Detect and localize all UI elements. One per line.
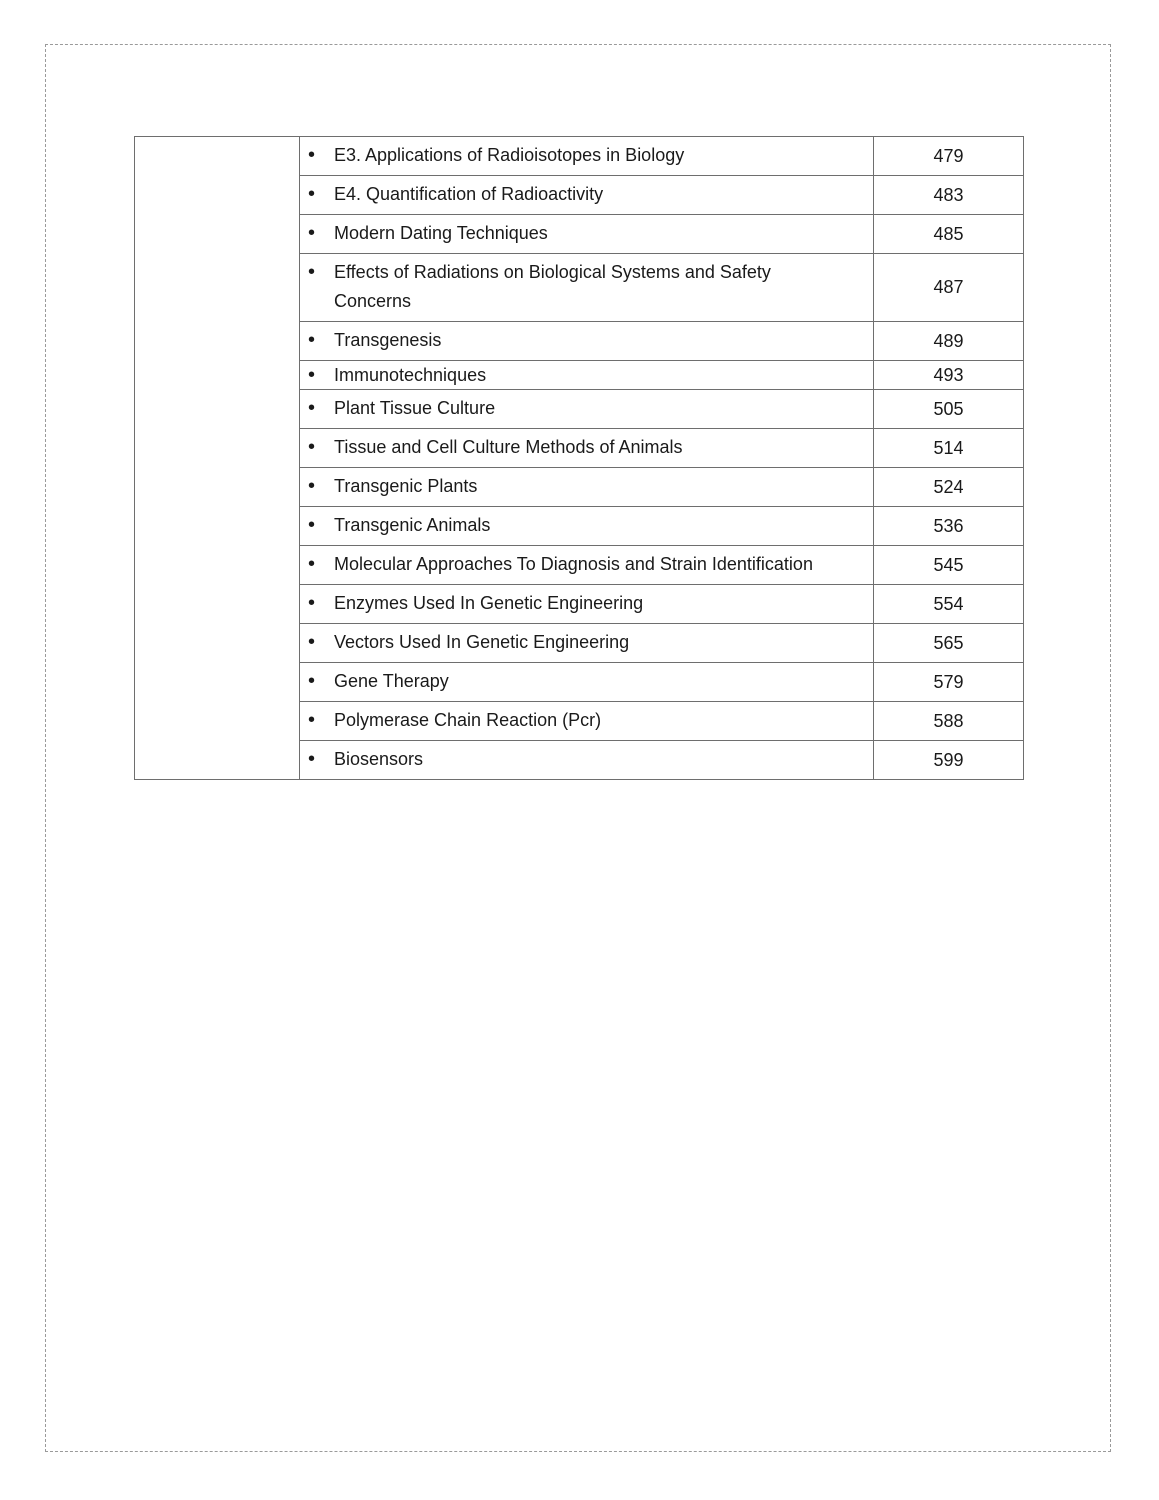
page-number: 536 [874, 507, 1024, 546]
topic-cell [300, 176, 874, 215]
page-number: 588 [874, 702, 1024, 741]
bullet-icon: • [308, 748, 316, 770]
bullet-icon: • [308, 436, 316, 458]
topic-cell [300, 546, 874, 585]
page-number: 483 [874, 176, 1024, 215]
topic-cell [300, 624, 874, 663]
bullet-icon: • [308, 475, 316, 497]
topic-cell [300, 215, 874, 254]
page-number: 554 [874, 585, 1024, 624]
topic-cell [300, 390, 874, 429]
topic-title: Vectors Used In Genetic Engineering [334, 632, 630, 652]
bullet-icon: • [308, 144, 316, 166]
topic-cell [300, 429, 874, 468]
topic-cell [300, 137, 874, 176]
bullet-icon: • [308, 631, 316, 653]
topic-title: Tissue and Cell Culture Methods of Animals [334, 437, 683, 457]
page-number: 599 [874, 741, 1024, 780]
page-number: 505 [874, 390, 1024, 429]
topic-title: Effects of Radiations on Biological Systems and Safety Concerns [334, 262, 771, 311]
empty-left-column [135, 137, 300, 780]
bullet-icon: • [308, 592, 316, 614]
page-number: 489 [874, 322, 1024, 361]
page-number: 493 [874, 361, 1024, 390]
topic-title: Immunotechniques [334, 365, 487, 385]
topic-title: Plant Tissue Culture [334, 398, 496, 418]
topic-cell [300, 585, 874, 624]
topic-title: Enzymes Used In Genetic Engineering [334, 593, 644, 613]
bullet-icon: • [308, 709, 316, 731]
page-number: 485 [874, 215, 1024, 254]
topic-title: Gene Therapy [334, 671, 449, 691]
topic-title: Molecular Approaches To Diagnosis and Strain Identification [334, 554, 813, 574]
bullet-icon: • [308, 670, 316, 692]
topic-cell [300, 741, 874, 780]
topic-title: Biosensors [334, 749, 424, 769]
bullet-icon: • [308, 222, 316, 244]
topic-title: Transgenesis [334, 330, 442, 350]
table-row [135, 137, 1024, 176]
topic-title: E4. Quantification of Radioactivity [334, 184, 604, 204]
page-number: 487 [874, 254, 1024, 322]
page-number: 579 [874, 663, 1024, 702]
bullet-icon: • [308, 553, 316, 575]
topic-cell [300, 507, 874, 546]
bullet-icon: • [308, 183, 316, 205]
topic-cell [300, 468, 874, 507]
topic-title: Polymerase Chain Reaction (Pcr) [334, 710, 602, 730]
page-number: 545 [874, 546, 1024, 585]
topic-cell [300, 322, 874, 361]
bullet-icon: • [308, 514, 316, 536]
toc-table [134, 136, 1024, 780]
topic-title: E3. Applications of Radioisotopes in Biology [334, 145, 685, 165]
bullet-icon: • [308, 364, 316, 386]
topic-cell [300, 361, 874, 390]
topic-title: Transgenic Animals [334, 515, 491, 535]
topic-cell [300, 254, 874, 322]
topic-cell [300, 663, 874, 702]
topic-cell [300, 702, 874, 741]
page-number: 479 [874, 137, 1024, 176]
page-number: 514 [874, 429, 1024, 468]
bullet-icon: • [308, 329, 316, 351]
bullet-icon: • [308, 261, 316, 283]
page-number: 524 [874, 468, 1024, 507]
topic-title: Modern Dating Techniques [334, 223, 548, 243]
topic-title: Transgenic Plants [334, 476, 478, 496]
page-number: 565 [874, 624, 1024, 663]
bullet-icon: • [308, 397, 316, 419]
